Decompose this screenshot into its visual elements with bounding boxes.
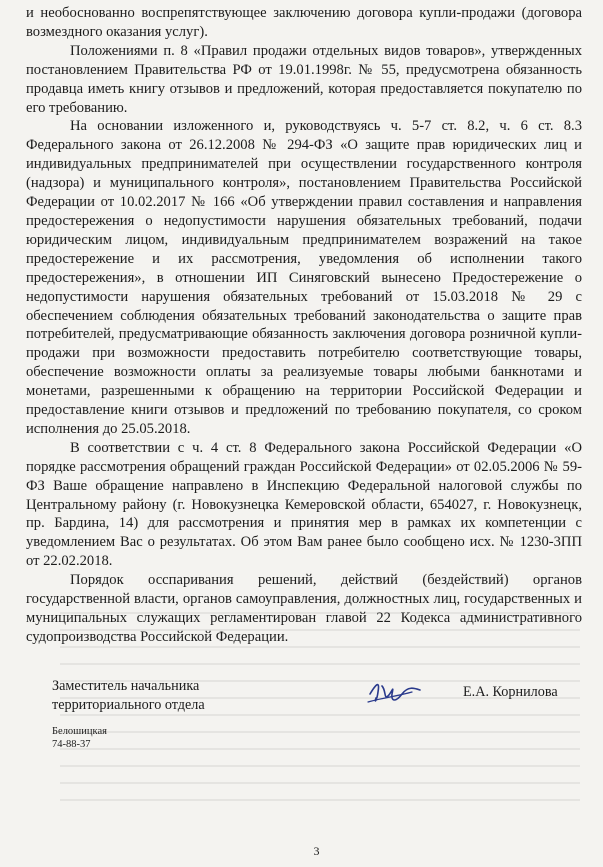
letter-body bbox=[26, 4, 582, 647]
executor-info bbox=[52, 726, 107, 751]
signatory-position bbox=[52, 677, 205, 715]
page-number: 3 bbox=[313, 844, 320, 858]
paragraph-rules-clause: Положениями п. 8 «Правил продажи отдельных видов товаров», утвержденных постановлением Правительства РФ от 19.01.1998г. № 55, предусмотрена обязанность продавца иметь книгу отзывов и предложений, которая предоставляется покупателю по его требованию. bbox=[26, 42, 582, 116]
position-line-1: Заместитель начальника bbox=[52, 678, 200, 694]
handwritten-signature bbox=[362, 672, 432, 712]
executor-phone: 74-88-37 bbox=[52, 738, 91, 750]
paragraph-appeal-procedure: Порядок осспаривания решений, действий (бездействий) органов государственной власти, органов самоуправления, должностных лиц, государственных и муниципальных служащих регламентирован главой 22 Кодекса административного судопроизводства Российской Федерации. bbox=[26, 572, 582, 645]
signatory-name: Е.А. Корнилова bbox=[463, 684, 558, 700]
paragraph-continuation: и необоснованно воспрепятствующее заключению договора купли-продажи (договора возмездного оказания услуг). bbox=[26, 5, 582, 40]
paragraph-referral: В соответствии с ч. 4 ст. 8 Федерального закона Российской Федерации «О порядке рассмотрения обращений граждан Российской Федерации» от 02.05.2006 № 59-ФЗ Ваше обращение направлено в Инспекцию Федеральной налоговой службы по Центральному району (г. Новокузнецка Кемеровской области, 654027, г. Новокузнецк, пр. Бардина, 14) для рассмотрения и принятия мер в рамках их компетенции с уведомлением Вас о результатах. Об этом Вам ранее было сообщено исх. № 1230-3ПП от 22.02.2018. bbox=[26, 439, 582, 570]
executor-name: Белошицкая bbox=[52, 726, 107, 737]
paragraph-warning-issued: На основании изложенного и, руководствуясь ч. 5-7 ст. 8.2, ч. 6 ст. 8.3 Федерального закона от 26.12.2008 № 294-ФЗ «О защите прав юридических лиц и индивидуальных предпринимателей при осуществлении государственного контроля (надзора) и муниципального контроля», постановлением Правительства Российской Федерации от 10.02.2017 № 166 «Об утверждении правил составления и направления предостережения о недопустимости нарушения обязательных требований, подачи юридическим лицом, индивидуальным предпринимателем возражений на такое предостережение и их рассмотрения, уведомления об исполнении такого предостережения», в отношении ИП Синяговский вынесено Предостережение о недопустимости нарушения обязательных требований от 15.03.2018 № 29 с обеспечением соблюдения обязательных требований законодательства о защите прав потребителей, предусматривающие обязанность заключения договора розничной купли-продажи при возможности предоставить потребителю соответствующие товары, обеспечение возможности оплаты за реализуемые товары любыми банкнотами и монетами, разрешенными к обращению на территории Российской Федерации и предоставление книги отзывов и предложений по требованию покупателя, со сроком исполнения до 25.05.2018. bbox=[26, 118, 582, 437]
position-line-2: территориального отдела bbox=[52, 697, 205, 713]
